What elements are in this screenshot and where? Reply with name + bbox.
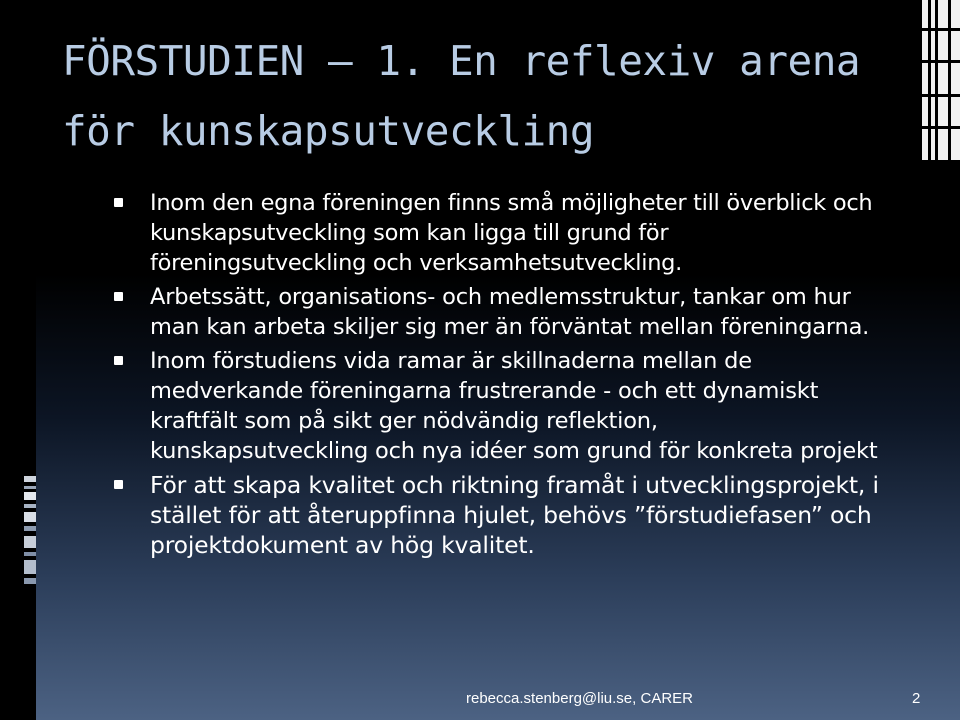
decoration-bar bbox=[931, 0, 935, 160]
side-decoration-segment bbox=[24, 476, 36, 482]
decoration-tick bbox=[922, 126, 960, 129]
side-decoration-segment bbox=[24, 552, 36, 556]
footer-text: rebecca.stenberg@liu.se, CARER bbox=[466, 690, 693, 707]
corner-decoration bbox=[922, 0, 960, 160]
bullet-list bbox=[112, 188, 882, 564]
square-bullet-icon bbox=[114, 198, 123, 207]
side-decoration-segment bbox=[24, 512, 36, 522]
left-margin-strip bbox=[0, 0, 36, 720]
square-bullet-icon bbox=[114, 356, 123, 365]
bullet-item bbox=[112, 188, 882, 278]
side-decoration-segment bbox=[24, 492, 36, 500]
square-bullet-icon bbox=[114, 480, 123, 489]
bullet-text: Inom förstudiens vida ramar är skillnaderna mellan de medverkande föreningarna frustrerande - och ett dynamiskt kraftfält som på sikt ger nödvändig reflektion, kunskapsutveckling och nya idéer som grund för konkreta projekt bbox=[150, 348, 878, 464]
side-decoration-segment bbox=[24, 486, 36, 489]
bullet-text: För att skapa kvalitet och riktning framåt i utvecklingsprojekt, i stället för att återuppfinna hjulet, behövs ”förstudiefasen” och projektdokument av hög kvalitet. bbox=[150, 471, 879, 559]
decoration-bar bbox=[938, 0, 948, 160]
bullet-text: Inom den egna föreningen finns små möjligheter till överblick och kunskapsutveckling som kan ligga till grund för föreningsutveckling och verksamhetsutveckling. bbox=[150, 190, 873, 276]
side-decoration bbox=[24, 476, 36, 596]
decoration-bar bbox=[951, 0, 960, 160]
bullet-item bbox=[112, 282, 882, 342]
decoration-bar bbox=[922, 0, 928, 160]
bullet-item bbox=[112, 346, 882, 466]
side-decoration-segment bbox=[24, 578, 36, 584]
bullet-item bbox=[112, 470, 882, 560]
decoration-tick bbox=[922, 94, 960, 97]
side-decoration-segment bbox=[24, 504, 36, 508]
side-decoration-segment bbox=[24, 526, 36, 531]
decoration-tick bbox=[922, 28, 960, 31]
bullet-text: Arbetssätt, organisations- och medlemsstruktur, tankar om hur man kan arbeta skiljer sig mer än förväntat mellan föreningarna. bbox=[150, 284, 870, 340]
side-decoration-segment bbox=[24, 536, 36, 548]
page-number: 2 bbox=[912, 690, 921, 707]
slide-title: FÖRSTUDIEN – 1. En reflexiv arena för kunskapsutveckling bbox=[62, 37, 861, 155]
side-decoration-segment bbox=[24, 560, 36, 574]
decoration-tick bbox=[922, 60, 960, 63]
square-bullet-icon bbox=[114, 292, 123, 301]
